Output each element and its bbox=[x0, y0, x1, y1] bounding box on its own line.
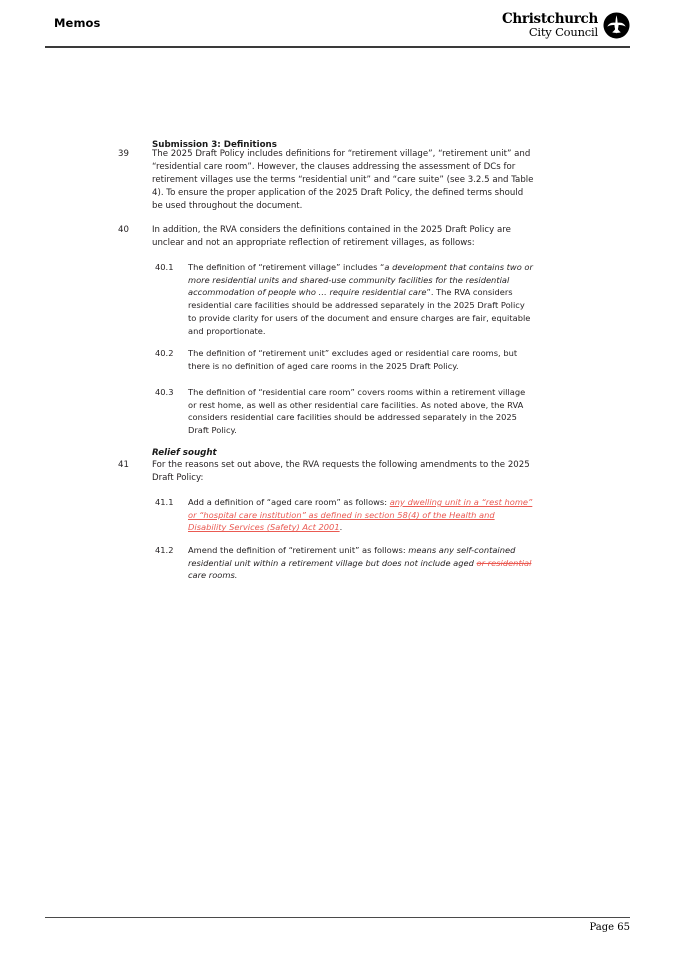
paragraph-41-text: For the reasons set out above, the RVA requests the following amendments to the 2025 Draft Policy: bbox=[152, 460, 530, 484]
paragraph-41 bbox=[0, 459, 675, 485]
page-footer bbox=[0, 905, 675, 955]
paragraph-39 bbox=[0, 148, 675, 213]
header-divider bbox=[45, 46, 630, 48]
header-title: Memos bbox=[54, 16, 101, 30]
paragraph-40 bbox=[0, 224, 675, 250]
council-emblem-icon bbox=[603, 12, 630, 39]
logo-line-christchurch: Christchurch bbox=[501, 10, 598, 27]
subparagraph-40-3-text: The definition of “residential care room” covers rooms within a retirement village or rest home, as well as other residential care facilities. As noted above, the RVA considers residential care facilities should be addressed separately in the 2025 Draft Policy. bbox=[188, 387, 526, 436]
paragraph-number-41: 41 bbox=[118, 460, 129, 470]
subparagraph-number-41-1: 41.1 bbox=[155, 497, 174, 507]
subparagraph-40-1-quote: a development that contains two or more residential units and shared-use community facilities for the residential accommodation of people who … require residential care bbox=[188, 262, 533, 298]
subparagraph-41-1 bbox=[0, 496, 675, 534]
subparagraph-40-2 bbox=[0, 347, 675, 372]
tracked-insertion-aged-care-room: any dwelling unit in a “rest home” or “hospital care institution” as defined in section 58(4) of the Health and Disability Services (Safety) Act 2001 bbox=[188, 497, 533, 533]
subparagraph-41-2 bbox=[0, 544, 675, 582]
paragraph-40-text: In addition, the RVA considers the definitions contained in the 2025 Draft Policy are unclear and not an appropriate reflection of retirement villages, as follows: bbox=[152, 225, 511, 249]
paragraph-number-40: 40 bbox=[118, 225, 129, 235]
logo-line-city-council: City Council bbox=[528, 24, 598, 39]
subparagraph-41-2-amend-part2: care rooms. bbox=[188, 570, 238, 581]
paragraph-39-text: The 2025 Draft Policy includes definitions for “retirement village”, “retirement unit” and “residential care room”. However, the clauses addressing the assessment of DCs for retirement villages use the terms “residential unit” and “care suite” (see 3.2.5 and Table 4). To ensure the proper application of the 2025 Draft Policy, the defined terms should be used throughout the document. bbox=[152, 149, 534, 212]
subparagraph-40-2-text: The definition of “retirement unit” excludes aged or residential care rooms, but there is no definition of aged care rooms in the 2025 Draft Policy. bbox=[188, 348, 518, 371]
subparagraph-number-40-3: 40.3 bbox=[155, 387, 174, 397]
council-logo bbox=[502, 12, 630, 39]
subparagraph-40-1-lead: The definition of “retirement village” includes “ bbox=[188, 262, 385, 272]
tracked-deletion-or-residential: or residential bbox=[476, 557, 532, 568]
subparagraph-41-1-lead: Add a definition of “aged care room” as follows: bbox=[188, 497, 390, 507]
section-heading-relief-sought: Relief sought bbox=[152, 448, 217, 458]
subparagraph-number-40-2: 40.2 bbox=[155, 348, 174, 358]
section-heading-submission-3: Submission 3: Definitions bbox=[152, 140, 277, 150]
page-header bbox=[0, 0, 675, 52]
subparagraph-number-41-2: 41.2 bbox=[155, 545, 174, 555]
footer-divider bbox=[45, 917, 630, 918]
subparagraph-number-40-1: 40.1 bbox=[155, 262, 174, 272]
subparagraph-41-1-tail: . bbox=[339, 522, 343, 533]
subparagraph-40-1 bbox=[0, 261, 675, 337]
subparagraph-41-2-amend-part1: means any self-contained residential unit within a retirement village but does not include aged bbox=[188, 545, 516, 568]
subparagraph-40-1-tail: ”. The RVA considers residential care facilities should be addressed separately in the 2025 Draft Policy to provide clarity for users of the document and ensure charges are fair, equitable and proportionate. bbox=[188, 287, 531, 336]
subparagraph-40-3 bbox=[0, 386, 675, 437]
logo-wordmark bbox=[501, 10, 598, 39]
paragraph-number-39: 39 bbox=[118, 149, 129, 159]
subparagraph-41-2-lead: Amend the definition of “retirement unit” as follows: bbox=[188, 545, 409, 555]
page-number: Page 65 bbox=[589, 922, 630, 933]
